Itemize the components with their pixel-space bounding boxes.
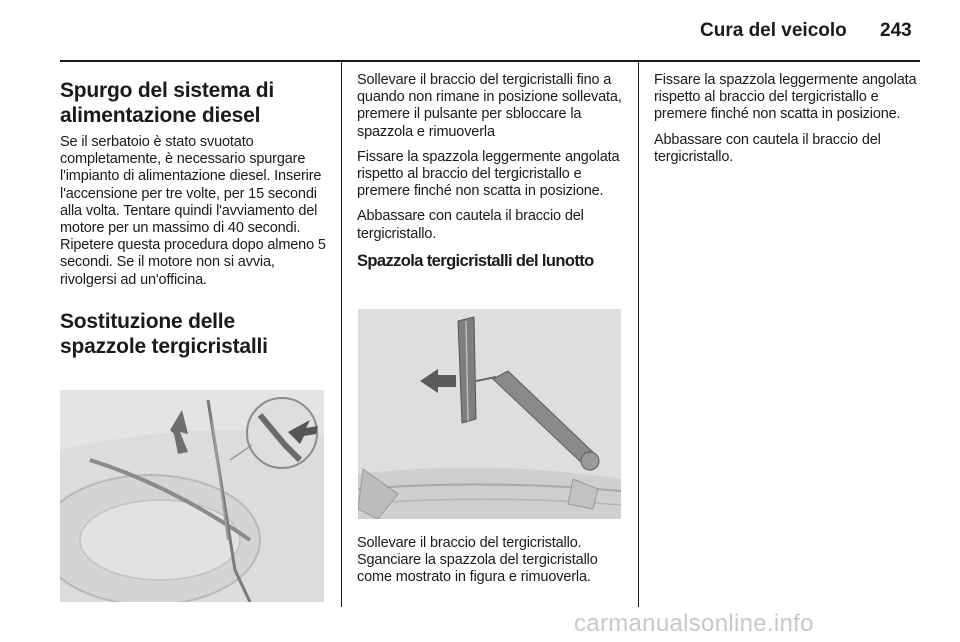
paragraph-lower-wiper-repeat: Abbassare con cautela il braccio del tergicristallo. bbox=[654, 131, 881, 165]
column-3 bbox=[654, 72, 922, 174]
column-1 bbox=[60, 72, 326, 365]
column-divider-1 bbox=[341, 62, 342, 607]
windscreen-wiper-illustration bbox=[60, 390, 324, 602]
page-number: 243 bbox=[880, 20, 912, 41]
heading-diesel-purge: Spurgo del sistema di alimentazione diesel bbox=[60, 79, 275, 127]
paragraph-fix-blade: Fissare la spazzola leggermente angolata rispetto al braccio del tergicristallo e premere finché non scatta in posizione. bbox=[357, 148, 620, 200]
column-divider-2 bbox=[638, 62, 639, 607]
rear-wiper-illustration bbox=[358, 309, 621, 519]
heading-wiper-replacement: Sostituzione delle spazzole tergicristalli bbox=[60, 309, 268, 358]
column-2 bbox=[357, 72, 625, 281]
column-2-bottom bbox=[357, 535, 625, 595]
paragraph-lower-wiper: Abbassare con cautela il braccio del tergicristallo. bbox=[357, 208, 584, 242]
watermark: carmanualsonline.info bbox=[574, 610, 814, 637]
paragraph-raise-wiper: Sollevare il braccio del tergicristalli fino a quando non rimane in posizione sollevata, premere il pulsante per sbloccare la spazzola e rimuoverla bbox=[357, 72, 622, 140]
header-rule bbox=[60, 60, 920, 62]
page-header-title: Cura del veicolo bbox=[700, 20, 847, 41]
paragraph-rear-wiper-remove: Sollevare il braccio del tergicristallo. Sganciare la spazzola del tergicristallo come mostrato in figura e rimuoverla. bbox=[357, 535, 598, 586]
heading-rear-wiper: Spazzola tergicristalli del lunotto bbox=[357, 251, 594, 270]
paragraph-fix-blade-repeat: Fissare la spazzola leggermente angolata rispetto al braccio del tergicristallo e premere finché non scatta in posizione. bbox=[654, 72, 917, 123]
paragraph-diesel-purge: Se il serbatoio è stato svuotato completamente, è necessario spurgare l'impianto di alimentazione diesel. Inserire l'accensione per tre volte, per 15 secondi alla volta. Tentare quindi l'avviamento del motore per un massimo di 40 secondi. Ripetere questa procedura dopo almeno 5 secondi. Se il motore non si avvia, rivolgersi ad un'officina. bbox=[60, 134, 326, 288]
